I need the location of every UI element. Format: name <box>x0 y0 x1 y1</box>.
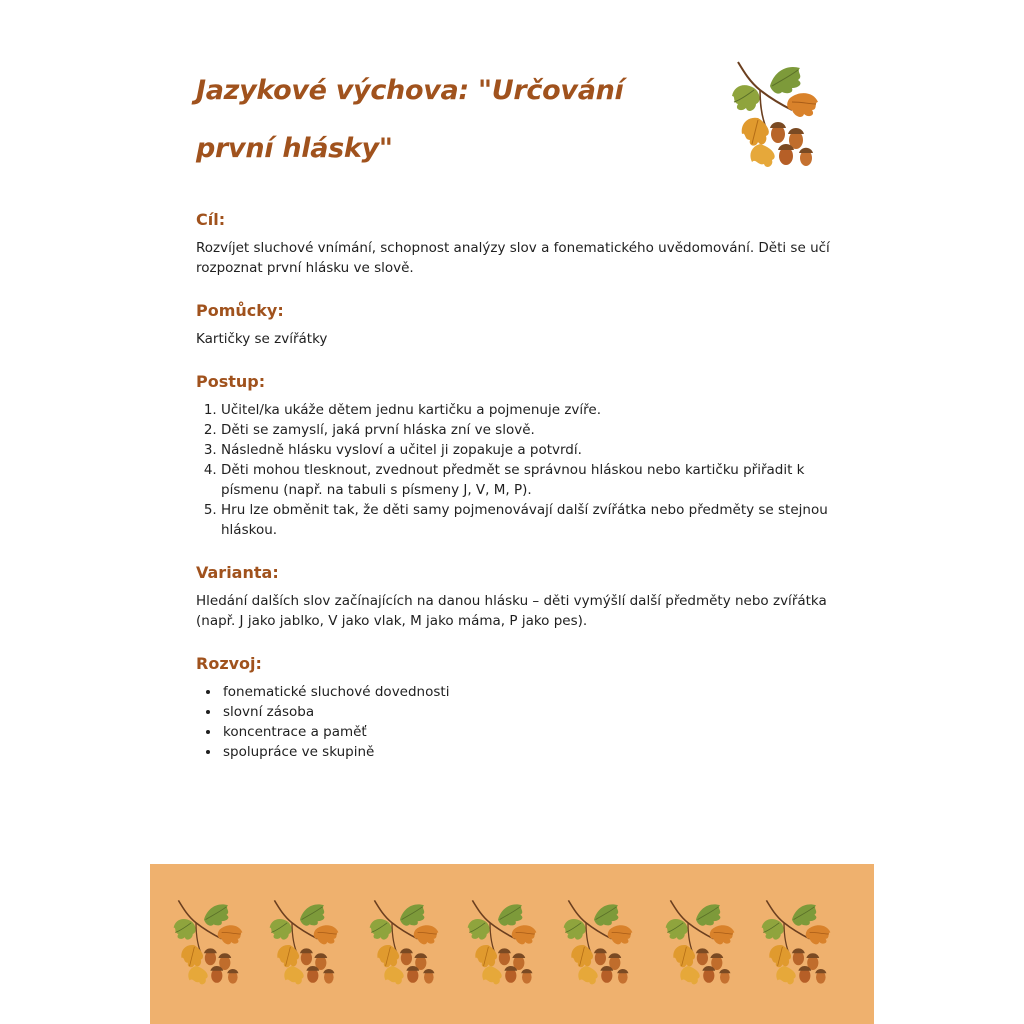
list-item: 3. Následně hlásku vysloví a učitel ji zopakuje a potvrdí. <box>221 440 856 460</box>
oak-leaves-acorns-icon <box>562 882 634 1002</box>
section-text-varianta: Hledání dalších slov začínajících na danou hlásku – děti vymýšlí další předměty nebo zvířátka (např. J jako jablko, V jako vlak, M jako máma, P jako pes). <box>196 593 827 629</box>
worksheet-page <box>150 0 874 1024</box>
section-varianta <box>196 563 856 631</box>
section-text-pomucky: Kartičky se zvířátky <box>196 331 328 347</box>
section-rozvoj <box>196 654 856 762</box>
list-item: • spolupráce ve skupině <box>221 742 856 762</box>
oak-leaves-acorns-icon <box>172 882 244 1002</box>
list-item: 5. Hru lze obměnit tak, že děti samy pojmenovávají další zvířátka nebo předměty se stejnou hláskou. <box>221 500 856 540</box>
list-item: • koncentrace a paměť <box>221 722 856 742</box>
oak-leaves-acorns-icon <box>368 882 440 1002</box>
section-heading-pomucky: Pomůcky: <box>196 301 284 320</box>
oak-leaves-acorns-icon <box>466 882 538 1002</box>
oak-leaves-acorns-icon <box>760 882 832 1002</box>
oak-leaves-acorns-icon <box>268 882 340 1002</box>
list-item: 1. Učitel/ka ukáže dětem jednu kartičku a pojmenuje zvíře. <box>221 400 856 420</box>
section-heading-rozvoj: Rozvoj: <box>196 654 262 673</box>
section-heading-cil: Cíl: <box>196 210 226 229</box>
oak-leaves-acorns-icon <box>664 882 736 1002</box>
page-title: Jazykové výchova: "Určování první hlásky" <box>196 75 624 164</box>
footer-band <box>150 864 874 1024</box>
list-item: 4. Děti mohou tlesknout, zvednout předmět se správnou hláskou nebo kartičku přiřadit k písmenu (např. na tabuli s písmeny J, V, M, P). <box>221 460 856 500</box>
section-postup <box>196 372 856 540</box>
section-cil <box>196 210 856 278</box>
list-item: • slovní zásoba <box>221 702 856 722</box>
postup-steps-list <box>196 400 856 540</box>
content <box>196 210 856 785</box>
section-text-cil: Rozvíjet sluchové vnímání, schopnost analýzy slov a fonematického uvědomování. Děti se učí rozpoznat první hlásku ve slově. <box>196 240 830 276</box>
section-heading-varianta: Varianta: <box>196 563 279 582</box>
oak-leaves-acorns-icon <box>730 58 820 170</box>
list-item: • fonematické sluchové dovednosti <box>221 682 856 702</box>
rozvoj-bullet-list <box>196 682 856 762</box>
list-item: 2. Děti se zamyslí, jaká první hláska zní ve slově. <box>221 420 856 440</box>
section-heading-postup: Postup: <box>196 372 266 391</box>
section-pomucky <box>196 301 856 349</box>
